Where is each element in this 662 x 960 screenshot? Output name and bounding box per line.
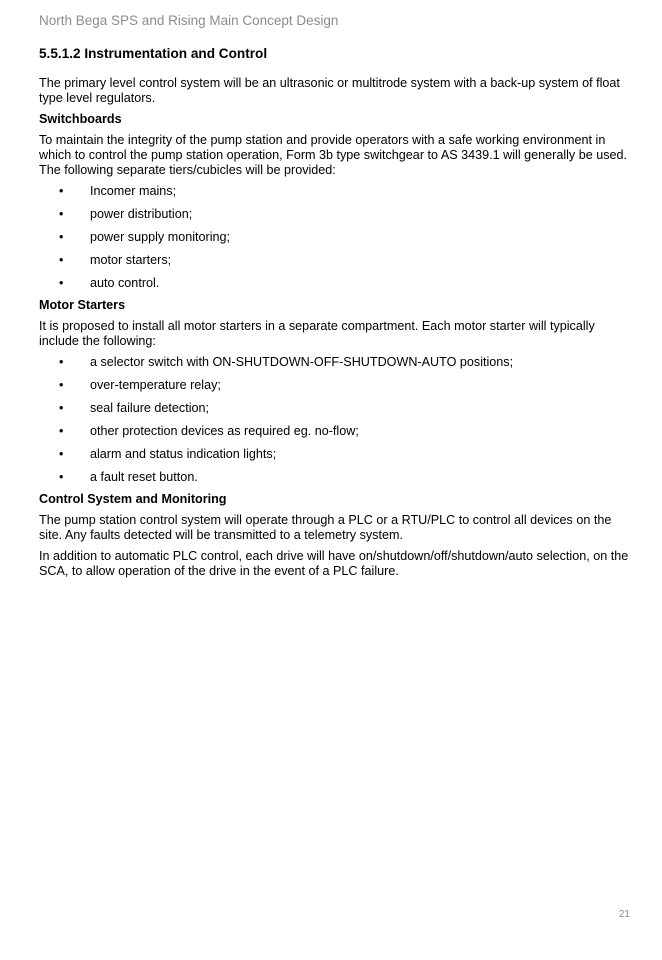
motor-starters-list bbox=[39, 355, 633, 485]
list-item: • Incomer mains; bbox=[59, 184, 177, 198]
switchboards-heading: Switchboards bbox=[39, 112, 122, 126]
bullet-icon: • bbox=[59, 230, 64, 244]
list-item: • auto control. bbox=[59, 276, 160, 290]
list-item: • seal failure detection; bbox=[59, 401, 210, 415]
list-item: • other protection devices as required eg. no-flow; bbox=[59, 424, 359, 438]
list-item: • power supply monitoring; bbox=[59, 230, 231, 244]
bullet-icon: • bbox=[59, 276, 64, 290]
control-system-paragraph-2: In addition to automatic PLC control, each drive will have on/shutdown/off/shutdown/auto selection, on the SCA, to allow operation of the drive in the event of a PLC failure. bbox=[39, 549, 629, 578]
bullet-icon: • bbox=[59, 378, 64, 392]
list-item: • alarm and status indication lights; bbox=[59, 447, 277, 461]
list-item: • over-temperature relay; bbox=[59, 378, 221, 392]
control-system-heading: Control System and Monitoring bbox=[39, 492, 227, 506]
intro-paragraph: The primary level control system will be an ultrasonic or multitrode system with a back-up system of float type level regulators. bbox=[39, 76, 620, 105]
control-system-paragraph-1: The pump station control system will operate through a PLC or a RTU/PLC to control all devices on the site. Any faults detected will be transmitted to a telemetry system. bbox=[39, 513, 612, 542]
list-item: • motor starters; bbox=[59, 253, 172, 267]
document-body bbox=[39, 46, 633, 585]
bullet-icon: • bbox=[59, 401, 64, 415]
section-heading: 5.5.1.2 Instrumentation and Control bbox=[39, 46, 268, 61]
list-item: • a selector switch with ON-SHUTDOWN-OFF-SHUTDOWN-AUTO positions; bbox=[59, 355, 514, 369]
bullet-icon: • bbox=[59, 424, 64, 438]
list-item: • power distribution; bbox=[59, 207, 193, 221]
page-header: North Bega SPS and Rising Main Concept Design bbox=[39, 13, 339, 28]
bullet-icon: • bbox=[59, 355, 64, 369]
motor-starters-paragraph: It is proposed to install all motor starters in a separate compartment. Each motor starter will typically include the following: bbox=[39, 319, 595, 348]
bullet-icon: • bbox=[59, 253, 64, 267]
bullet-icon: • bbox=[59, 184, 64, 198]
motor-starters-heading: Motor Starters bbox=[39, 298, 126, 312]
page-number: 21 bbox=[618, 909, 630, 920]
switchboards-paragraph: To maintain the integrity of the pump station and provide operators with a safe working environment in which to control the pump station operation, Form 3b type switchgear to AS 3439.1 will generally be used. The following separate tiers/cubicles will be provided: bbox=[39, 133, 628, 177]
switchboards-list bbox=[39, 184, 633, 291]
list-item: • a fault reset button. bbox=[59, 470, 198, 484]
bullet-icon: • bbox=[59, 207, 64, 221]
bullet-icon: • bbox=[59, 447, 64, 461]
bullet-icon: • bbox=[59, 470, 64, 484]
